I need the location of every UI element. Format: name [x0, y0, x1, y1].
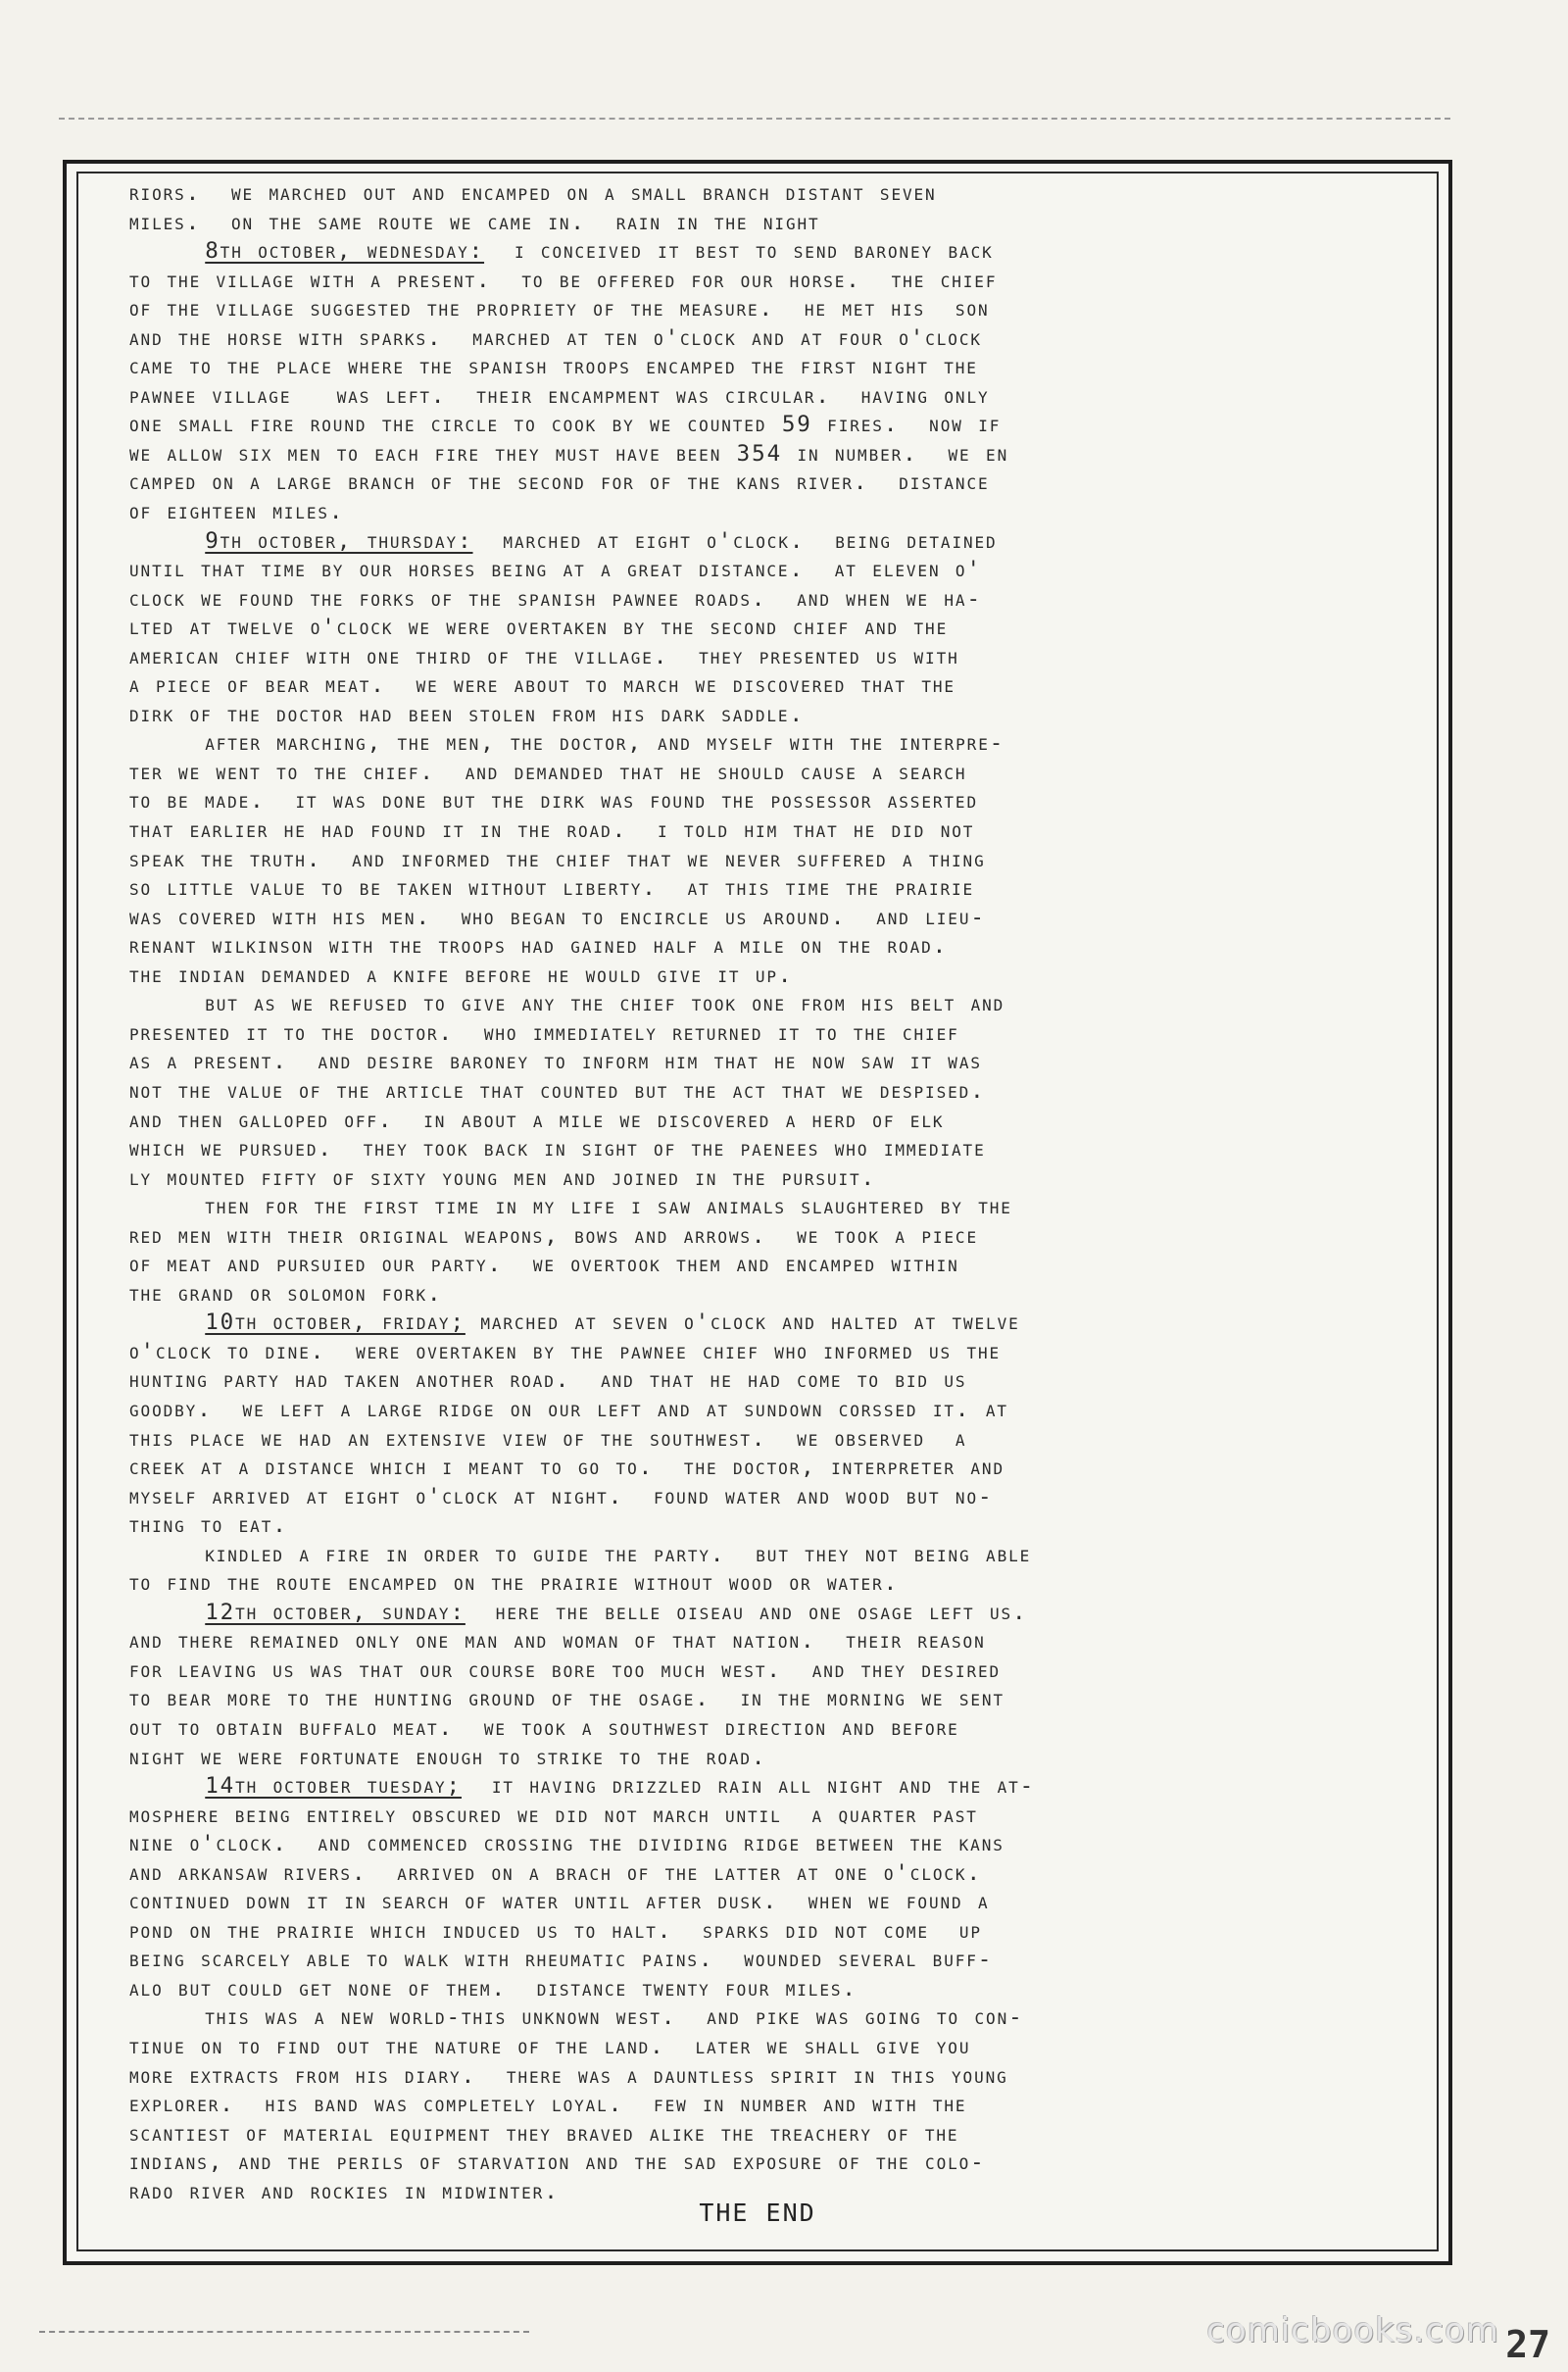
text-segment: pond on the prairie which induced us to halt. sparks did not come up: [129, 1917, 982, 1944]
text-segment: ter we went to the chief. and demanded that he should cause a search: [129, 759, 967, 785]
text-segment: lted at twelve o'clock we were overtaken by the second chief and the: [129, 615, 949, 641]
text-line: [129, 267, 1443, 296]
text-segment: to bear more to the hunting ground of the osage. in the morning we sent: [129, 1686, 1004, 1712]
text-segment: for leaving us was that our course bore too much west. and they desired: [129, 1656, 1002, 1683]
text-line: [129, 353, 1443, 382]
text-line: [129, 671, 1443, 701]
text-segment: as a present. and desire baroney to inform him that he now saw it was: [129, 1049, 982, 1075]
text-segment: came to the place where the spanish troops encamped the first night the: [129, 354, 978, 380]
text-line: [129, 585, 1443, 615]
text-segment: hunting party had taken another road. and that he had come to bid us: [129, 1367, 967, 1394]
text-line: [129, 324, 1443, 354]
text-line: [129, 1656, 1443, 1686]
watermark-logo: comicbooks.com: [1206, 2311, 1499, 2350]
text-segment: indians, and the perils of starvation and the sad exposure of the colo-: [129, 2150, 986, 2176]
text-line: [129, 932, 1443, 962]
bottom-dashed-rule: [39, 2331, 529, 2333]
text-segment: was covered with his men. who began to encircle us around. and lieu-: [129, 904, 986, 930]
text-line: [129, 382, 1443, 412]
text-line: [129, 846, 1443, 875]
text-segment: and the horse with sparks. marched at ten o'clock and at four o'clock: [129, 324, 982, 351]
text-line: [129, 440, 1443, 469]
text-segment: [129, 1310, 205, 1335]
text-segment: alo but could get none of them. distance twenty four miles.: [129, 1975, 858, 2001]
text-line: [129, 1396, 1443, 1425]
text-segment: and then galloped off. in about a mile we discovered a herd of elk: [129, 1107, 945, 1133]
text-segment: then for the first time in my life i saw animals slaughtered by the: [129, 1194, 1012, 1220]
text-line: [129, 1511, 1443, 1541]
text-line: [129, 527, 1443, 557]
text-segment: it having drizzled rain all night and the at-: [462, 1773, 1036, 1800]
text-line: [129, 1454, 1443, 1483]
top-dashed-rule: [59, 118, 1450, 120]
text-line: [129, 469, 1443, 498]
text-line: [129, 1309, 1443, 1338]
text-line: [129, 1685, 1443, 1714]
text-segment: night we were fortunate enough to strike to the road.: [129, 1744, 767, 1770]
text-segment: nine o'clock. and commenced crossing the dividing ridge between the kans: [129, 1831, 1004, 1857]
text-segment: scantiest of material equipment they braved alike the treachery of the: [129, 2120, 959, 2147]
text-line: [129, 1859, 1443, 1889]
text-segment: this was a new world-this unknown west. and pike was going to con-: [129, 2004, 1024, 2031]
text-segment: and arkansaw rivers. arrived on a brach of the latter at one o'clock.: [129, 1859, 982, 1886]
text-segment: explorer. his band was completely loyal. few in number and with the: [129, 2092, 967, 2118]
text-line: [129, 2003, 1443, 2033]
text-line: [129, 1280, 1443, 1310]
text-line: [129, 1222, 1443, 1252]
text-line: [129, 1917, 1443, 1947]
text-line: [129, 411, 1443, 440]
diary-text-block: [129, 179, 1443, 2206]
text-line: [129, 1541, 1443, 1570]
text-line: [129, 209, 1443, 238]
text-segment: renant wilkinson with the troops had gained half a mile on the road.: [129, 933, 949, 960]
text-line: [129, 2149, 1443, 2178]
text-segment: creek at a distance which i meant to go to. the doctor, interpreter and: [129, 1455, 1004, 1481]
text-segment: that earlier he had found it in the road. i told him that he did not: [129, 817, 975, 844]
text-segment: goodby. we left a large ridge on our left and at sundown corssed it. at: [129, 1396, 1008, 1422]
text-line: [129, 874, 1443, 904]
text-line: [129, 904, 1443, 933]
text-segment: and there remained only one man and woman of that nation. their reason: [129, 1628, 986, 1655]
text-segment: being scarcely able to walk with rheumatic pains. wounded several buff-: [129, 1947, 994, 1973]
text-line: [129, 1135, 1443, 1164]
text-line: [129, 701, 1443, 730]
text-segment: camped on a large branch of the second for of the kans river. distance: [129, 469, 990, 496]
text-line: [129, 1772, 1443, 1802]
text-segment: riors. we marched out and encamped on a small branch distant seven: [129, 180, 937, 206]
the-end-caption: THE END: [699, 2199, 816, 2227]
text-segment: the grand or solomon fork.: [129, 1280, 443, 1307]
text-segment: rado river and rockies in midwinter.: [129, 2178, 560, 2204]
text-line: [129, 179, 1443, 209]
text-line: [129, 237, 1443, 267]
date-heading: 9th october, thursday:: [205, 527, 473, 554]
text-line: [129, 1483, 1443, 1512]
text-segment: of meat and pursuied our party. we overtook them and encamped within: [129, 1252, 959, 1278]
text-line: [129, 990, 1443, 1019]
text-segment: of the village suggested the propriety of the measure. he met his son: [129, 296, 990, 322]
text-line: [129, 787, 1443, 816]
text-segment: a piece of bear meat. we were about to march we discovered that the: [129, 672, 956, 699]
text-segment: not the value of the article that counted but the act that we despised.: [129, 1077, 986, 1104]
text-segment: to be made. it was done but the dirk was found the possessor asserted: [129, 788, 978, 815]
text-segment: but as we refused to give any the chief took one from his belt and: [129, 991, 1005, 1017]
text-line: [129, 1975, 1443, 2004]
text-line: [129, 1744, 1443, 1773]
text-segment: ly mounted fifty of sixty young men and joined in the pursuit.: [129, 1164, 876, 1191]
text-segment: mosphere being entirely obscured we did not march until a quarter past: [129, 1802, 978, 1828]
text-line: [129, 1077, 1443, 1107]
text-line: [129, 1019, 1443, 1049]
text-panel-frame: [63, 160, 1452, 2265]
text-segment: pawnee village was left. their encampment was circular. having only: [129, 382, 990, 409]
text-segment: [129, 238, 205, 264]
text-line: [129, 1107, 1443, 1136]
text-segment: here the belle oiseau and one osage left us.: [465, 1599, 1028, 1625]
text-segment: presented it to the doctor. who immediately returned it to the chief: [129, 1019, 959, 1046]
text-segment: so little value to be taken without liberty. at this time the prairie: [129, 875, 975, 902]
text-segment: marched at eight o'clock. being detained: [472, 527, 998, 554]
text-line: [129, 1802, 1443, 1831]
text-segment: thing to eat.: [129, 1512, 288, 1539]
page-number: 27: [1505, 2323, 1550, 2366]
text-line: [129, 1627, 1443, 1656]
text-segment: kindled a fire in order to guide the party. but they not being able: [129, 1541, 1032, 1567]
date-heading: 10th october, friday;: [205, 1310, 466, 1336]
text-segment: more extracts from his diary. there was a dauntless spirit in this young: [129, 2062, 1008, 2089]
text-line: [129, 1425, 1443, 1455]
text-segment: the indian demanded a knife before he would give it up.: [129, 962, 794, 988]
text-line: [129, 2120, 1443, 2150]
text-segment: after marching, the men, the doctor, and myself with the interpre-: [129, 730, 1005, 757]
text-line: [129, 1193, 1443, 1222]
text-line: [129, 1946, 1443, 1975]
date-heading: 8th october, wednesday:: [205, 238, 485, 265]
text-segment: to find the route encamped on the prairie without wood or water.: [129, 1570, 900, 1597]
text-segment: [129, 1600, 205, 1625]
date-heading: 12th october, sunday:: [205, 1599, 466, 1625]
text-line: [129, 498, 1443, 527]
text-line: [129, 295, 1443, 324]
text-line: [129, 1251, 1443, 1280]
text-segment: [129, 528, 205, 554]
text-line: [129, 2091, 1443, 2120]
text-segment: we allow six men to each fire they must have been 354 in number. we en: [129, 440, 1009, 467]
text-segment: until that time by our horses being at a great distance. at eleven o': [129, 557, 982, 583]
text-segment: one small fire round the circle to cook by we counted 59 fires. now if: [129, 412, 1002, 438]
text-segment: marched at seven o'clock and halted at twelve: [465, 1310, 1020, 1336]
text-line: [129, 1048, 1443, 1077]
text-line: [129, 1164, 1443, 1194]
text-segment: o'clock to dine. were overtaken by the pawnee chief who informed us the: [129, 1338, 1002, 1364]
text-segment: speak the truth. and informed the chief that we never suffered a thing: [129, 846, 986, 872]
text-segment: american chief with one third of the village. they presented us with: [129, 643, 959, 669]
text-segment: continued down it in search of water until after dusk. when we found a: [129, 1889, 990, 1915]
text-segment: of eighteen miles.: [129, 499, 345, 525]
text-line: [129, 759, 1443, 788]
text-segment: clock we found the forks of the spanish pawnee roads. and when we ha-: [129, 585, 982, 612]
text-line: [129, 1569, 1443, 1599]
text-segment: myself arrived at eight o'clock at night. found water and wood but no-: [129, 1483, 994, 1509]
text-segment: dirk of the doctor had been stolen from his dark saddle.: [129, 701, 805, 727]
text-line: [129, 1366, 1443, 1396]
text-line: [129, 2033, 1443, 2062]
text-segment: red men with their original weapons, bows and arrows. we took a piece: [129, 1222, 978, 1249]
text-segment: i conceived it best to send baroney back: [484, 238, 994, 265]
text-line: [129, 643, 1443, 672]
text-segment: to the village with a present. to be offered for our horse. the chief: [129, 267, 998, 293]
text-line: [129, 962, 1443, 991]
text-line: [129, 1830, 1443, 1859]
text-line: [129, 1599, 1443, 1628]
text-segment: which we pursued. they took back in sight of the paenees who immediate: [129, 1136, 986, 1162]
text-segment: tinue on to find out the nature of the land. later we shall give you: [129, 2034, 971, 2059]
text-line: [129, 614, 1443, 643]
text-line: [129, 1338, 1443, 1367]
text-segment: miles. on the same route we came in. rain in the night: [129, 209, 820, 235]
text-segment: [129, 1773, 205, 1799]
text-line: [129, 1888, 1443, 1917]
text-line: [129, 2062, 1443, 2092]
text-segment: this place we had an extensive view of the southwest. we observed a: [129, 1425, 967, 1452]
text-line: [129, 1714, 1443, 1744]
text-panel-inner-border: [76, 172, 1439, 2251]
text-segment: out to obtain buffalo meat. we took a southwest direction and before: [129, 1714, 959, 1741]
text-line: [129, 556, 1443, 585]
text-line: [129, 816, 1443, 846]
text-line: [129, 729, 1443, 759]
date-heading: 14th october tuesday;: [205, 1773, 462, 1800]
